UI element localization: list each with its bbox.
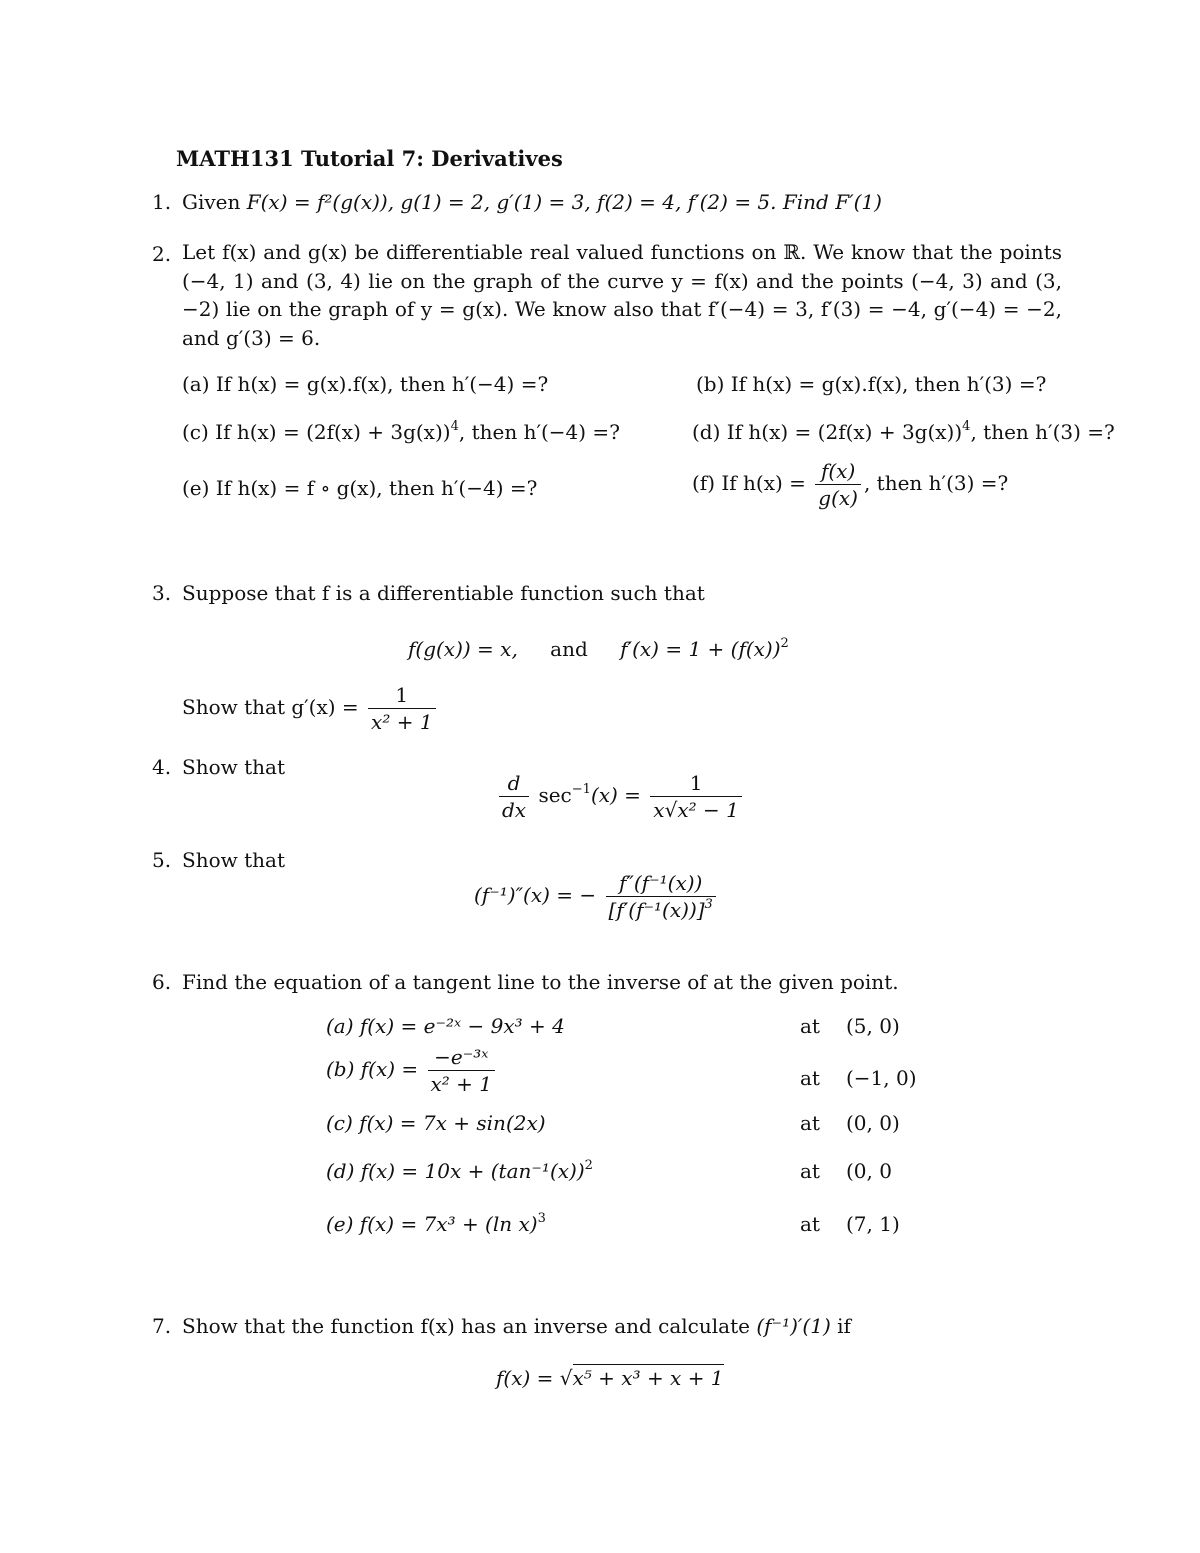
at-label: at <box>800 1066 820 1090</box>
question-7-text <box>182 1314 851 1338</box>
at-label: at <box>800 1014 820 1038</box>
question-2f-tail: , then h′(3) =? <box>863 471 1009 495</box>
question-number: 4. <box>152 755 172 779</box>
question-4-equation <box>496 772 745 821</box>
point-value: (5, 0) <box>846 1014 900 1038</box>
point-value: (0, 0 <box>846 1159 892 1183</box>
question-6b-expr: (b) f(x) = <box>326 1057 419 1081</box>
fraction-numerator: f(x) <box>815 460 861 485</box>
equation-right: f′(x) = 1 + (f(x)) <box>620 637 781 661</box>
fraction <box>815 460 861 509</box>
show-that-label: Show that g′(x) = <box>182 695 359 719</box>
fraction-denominator: g(x) <box>818 486 858 510</box>
fraction <box>428 1046 496 1095</box>
page-title: MATH131 Tutorial 7: Derivatives <box>176 146 563 171</box>
question-number: 1. <box>152 190 172 214</box>
fraction <box>368 684 436 733</box>
exponent: 4 <box>962 419 971 434</box>
point-value: (0, 0) <box>846 1111 900 1135</box>
exponent: −1 <box>571 782 591 797</box>
question-6d <box>326 1159 593 1183</box>
question-2f <box>692 460 1008 509</box>
square-root: x² − 1 <box>677 798 739 822</box>
exponent: 3 <box>537 1211 546 1226</box>
question-number: 5. <box>152 848 172 872</box>
at-label: at <box>800 1111 820 1135</box>
exponent: 3 <box>704 897 713 912</box>
square-root: x⁵ + x³ + x + 1 <box>572 1366 724 1390</box>
derivative-operator <box>499 772 529 821</box>
question-number: 7. <box>152 1314 172 1338</box>
question-1-lead: Given <box>182 190 241 214</box>
fraction-numerator: 1 <box>368 684 436 709</box>
question-6b <box>326 1046 498 1095</box>
fraction-numerator: d <box>499 772 529 797</box>
equation-left: (f⁻¹)″(x) = − <box>474 883 597 907</box>
fraction <box>650 772 742 821</box>
sec-function: sec <box>538 783 572 807</box>
fraction-numerator: f″(f⁻¹(x)) <box>606 872 716 897</box>
question-4-text: Show that <box>182 755 285 779</box>
question-1 <box>182 190 882 214</box>
fraction <box>606 872 716 921</box>
question-number: 3. <box>152 581 172 605</box>
question-2c-expr: (c) If h(x) = (2f(x) + 3g(x)) <box>182 420 451 444</box>
question-3-equation <box>408 637 789 661</box>
question-2d-expr: (d) If h(x) = (2f(x) + 3g(x)) <box>692 420 963 444</box>
question-2d <box>692 420 1115 444</box>
exponent: 2 <box>584 1158 593 1173</box>
equation-left: f(x) = <box>496 1366 554 1390</box>
question-2a: (a) If h(x) = g(x).f(x), then h′(−4) =? <box>182 372 549 396</box>
question-7-inverse: (f⁻¹)′(1) <box>756 1314 831 1338</box>
at-label: at <box>800 1159 820 1183</box>
question-number: 2. <box>152 242 172 266</box>
question-6d-expr: (d) f(x) = 10x + (tan⁻¹(x)) <box>326 1159 585 1183</box>
question-6a: (a) f(x) = e⁻²ˣ − 9x³ + 4 <box>326 1014 565 1038</box>
question-7-equation: f(x) = √x⁵ + x³ + x + 1 <box>496 1366 724 1390</box>
question-2b: (b) If h(x) = g(x).f(x), then h′(3) =? <box>696 372 1047 396</box>
fraction-denominator: x² + 1 <box>371 710 433 734</box>
fraction-numerator: 1 <box>650 772 742 797</box>
point-value: (7, 1) <box>846 1212 900 1236</box>
sec-argument: (x) = <box>590 783 641 807</box>
denominator-factor: x <box>653 798 665 822</box>
equation-and: and <box>550 637 588 661</box>
fraction-denominator: x√x² − 1 <box>653 798 739 822</box>
fraction-denominator: dx <box>502 798 527 822</box>
question-5-equation <box>474 872 719 921</box>
question-2c <box>182 420 620 444</box>
question-6-text: Find the equation of a tangent line to the inverse of at the given point. <box>182 970 899 994</box>
question-2c-tail: , then h′(−4) =? <box>458 420 620 444</box>
question-5-text: Show that <box>182 848 285 872</box>
denominator-expr: [f′(f⁻¹(x))] <box>608 898 705 922</box>
question-3-text: Suppose that f is a differentiable function such that <box>182 581 705 605</box>
question-6e-expr: (e) f(x) = 7x³ + (ln x) <box>326 1212 538 1236</box>
question-2d-tail: , then h′(3) =? <box>970 420 1115 444</box>
fraction-numerator: −e⁻³ˣ <box>428 1046 496 1071</box>
exponent: 4 <box>450 419 459 434</box>
question-7-lead: Show that the function f(x) has an inverse and calculate <box>182 1314 750 1338</box>
question-6e <box>326 1212 546 1236</box>
question-number: 6. <box>152 970 172 994</box>
at-label: at <box>800 1212 820 1236</box>
question-1-text: F(x) = f²(g(x)), g(1) = 2, g′(1) = 3, f(2) = 4, f′(2) = 5. Find F′(1) <box>246 190 882 214</box>
question-2f-expr: (f) If h(x) = <box>692 471 806 495</box>
exponent: 2 <box>780 636 789 651</box>
question-2e: (e) If h(x) = f ∘ g(x), then h′(−4) =? <box>182 476 538 500</box>
question-2-text: Let f(x) and g(x) be differentiable real valued functions on ℝ. We know that the points (−4, 1) and (3, 4) lie on the graph of the curve y = f(x) and the points (−4, 3) and (3, −2) lie on the graph of y = g(x). We know also that f′(−4) = 3, f′(3) = −4, g′(−4) = −2, and g′(3) = 6. <box>182 240 1062 350</box>
question-7-tail: if <box>837 1314 851 1338</box>
question-6c: (c) f(x) = 7x + sin(2x) <box>326 1111 546 1135</box>
equation-left: f(g(x)) = x, <box>408 637 518 661</box>
fraction-denominator: x² + 1 <box>430 1072 493 1096</box>
fraction-denominator <box>606 897 716 921</box>
point-value: (−1, 0) <box>846 1066 917 1090</box>
question-3-show <box>182 684 439 733</box>
